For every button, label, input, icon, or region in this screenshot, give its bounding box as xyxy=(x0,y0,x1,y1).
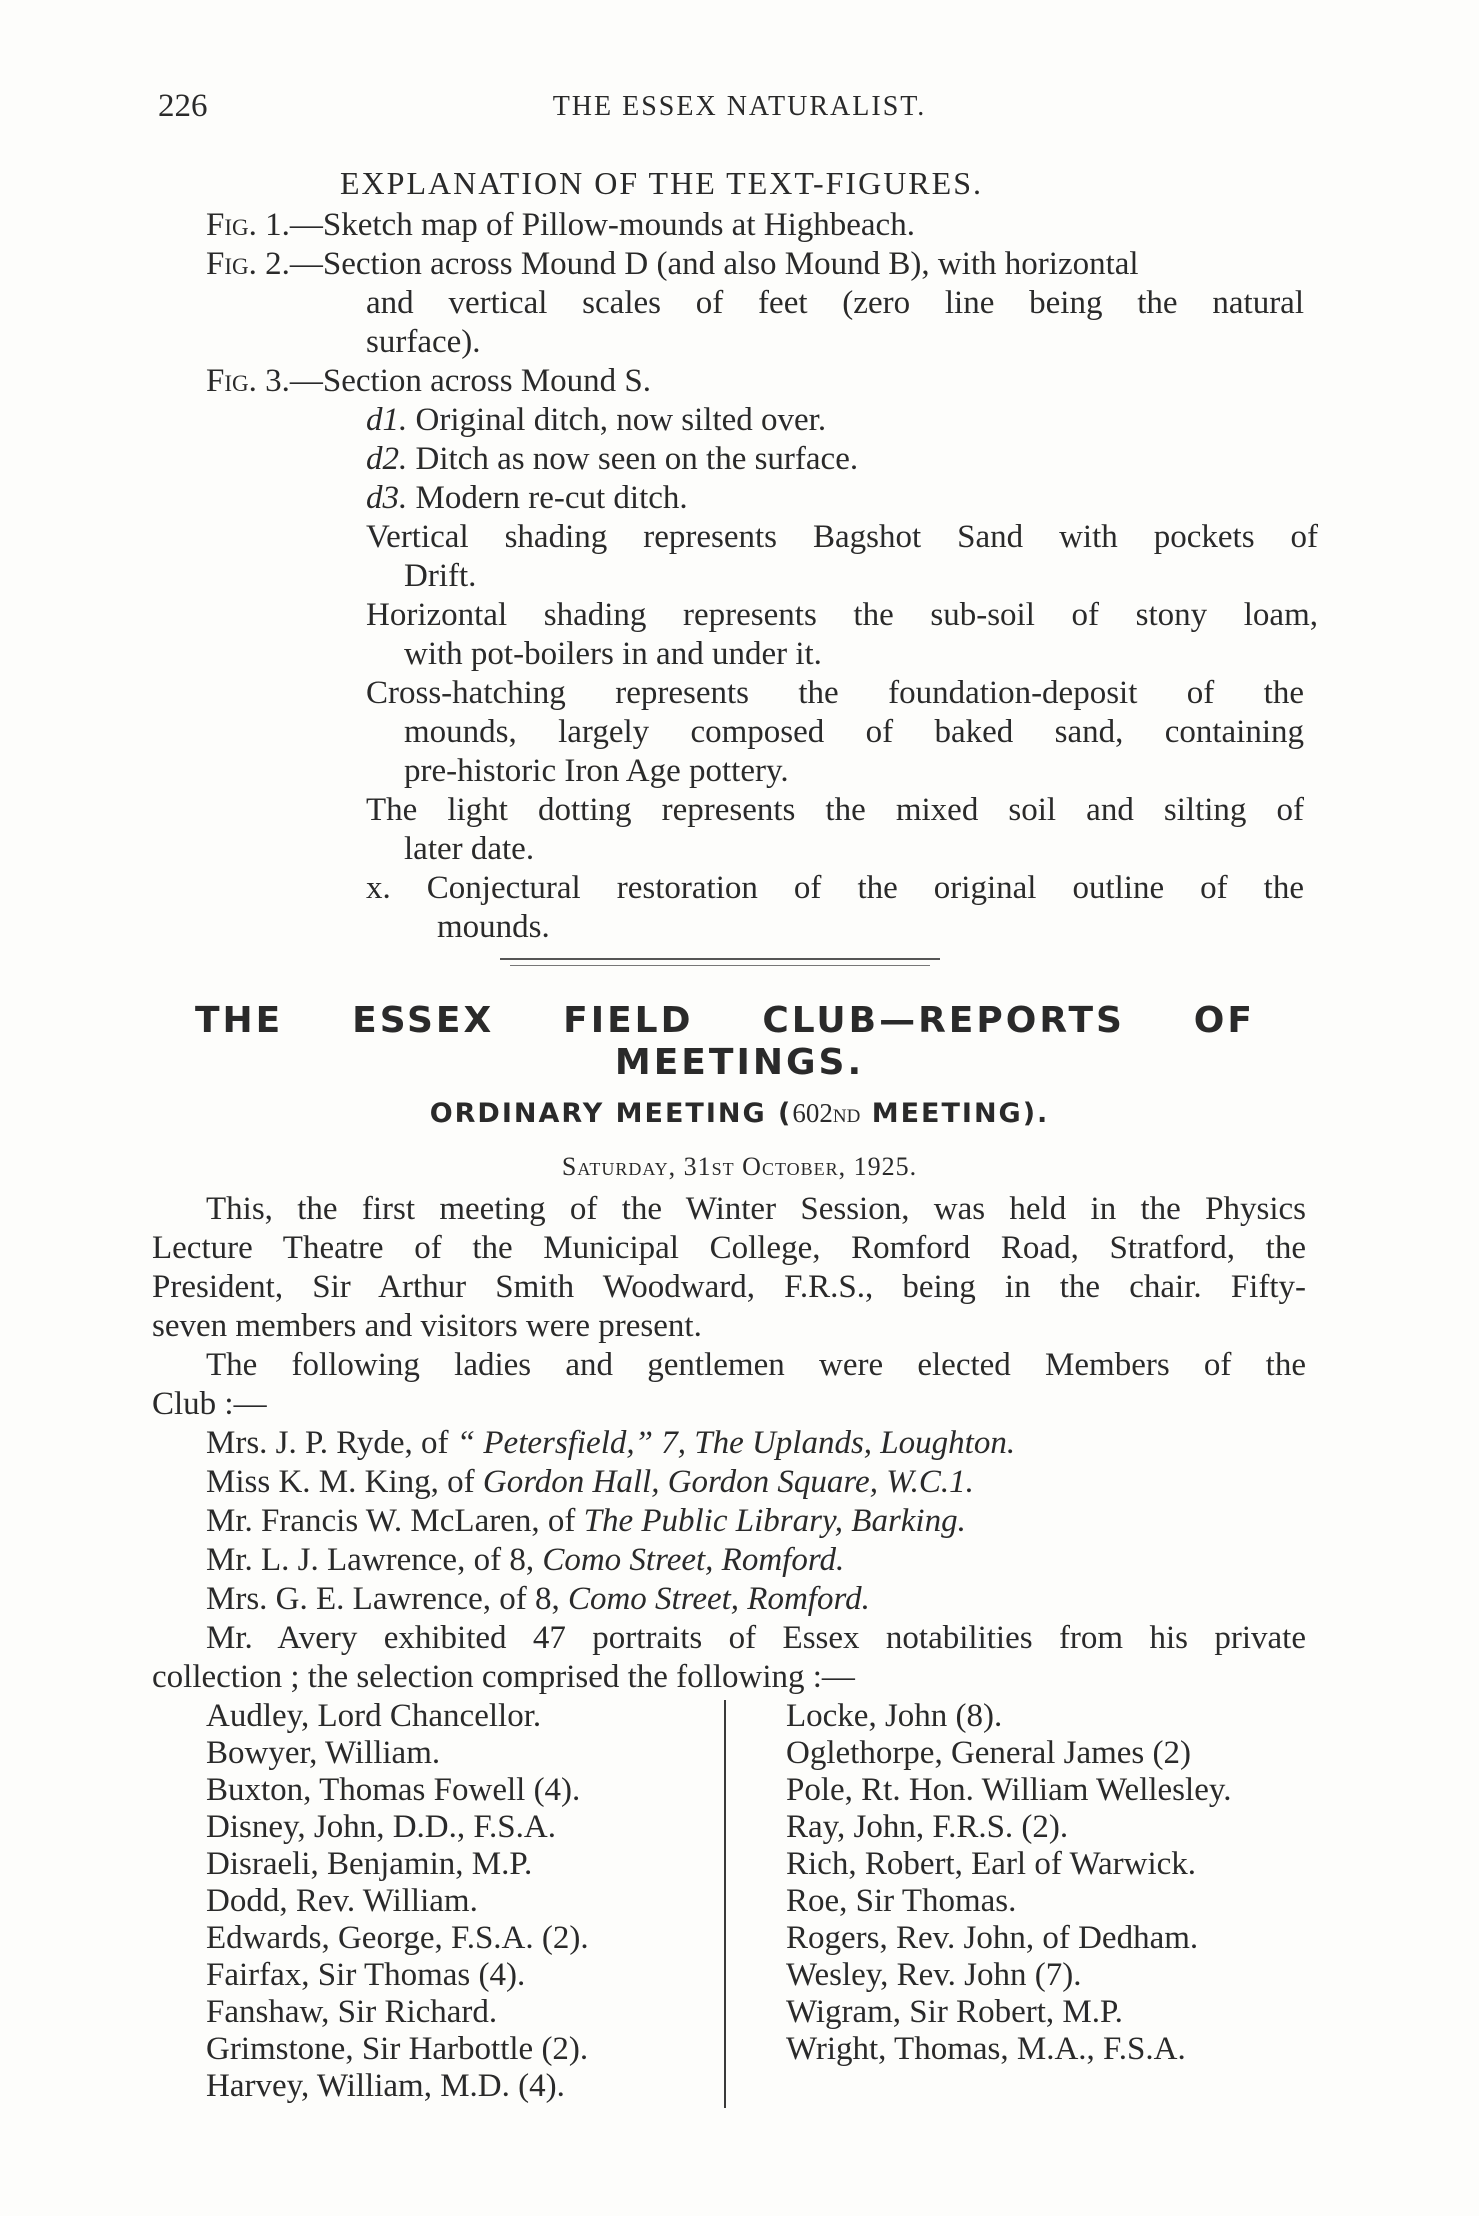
portrait-left-2: Bowyer, William. xyxy=(206,1735,441,1771)
member-2-name: Miss K. M. King, of xyxy=(206,1464,483,1500)
portrait-left-6: Dodd, Rev. William. xyxy=(206,1883,478,1919)
paragraph1-line3: President, Sir Arthur Smith Woodward, F.R.S., being in the chair. Fifty- xyxy=(152,1269,1306,1305)
fig2-entry xyxy=(206,245,1139,284)
paragraph2-line1: The following ladies and gentlemen were elected Members of the xyxy=(206,1347,1306,1383)
member-3-name: Mr. Francis W. McLaren, of xyxy=(206,1503,584,1539)
d3-label: d3. xyxy=(366,480,408,516)
portrait-right-6: Roe, Sir Thomas. xyxy=(786,1883,1017,1919)
journal-title: THE ESSEX NATURALIST. xyxy=(552,91,927,122)
d1-text: Original ditch, now silted over. xyxy=(407,402,827,438)
paragraph1-line1: This, the first meeting of the Winter Session, was held in the Physics xyxy=(206,1191,1306,1227)
column-divider xyxy=(724,1700,726,2108)
figures-heading: EXPLANATION OF THE TEXT-FIGURES. xyxy=(340,165,983,201)
horizontal-shading-line2: with pot-boilers in and under it. xyxy=(404,636,822,672)
member-4-address: Como Street, Romford. xyxy=(542,1542,845,1578)
member-3-address: The Public Library, Barking. xyxy=(583,1503,966,1539)
portrait-left-11: Harvey, William, M.D. (4). xyxy=(206,2068,565,2104)
d2-label: d2. xyxy=(366,441,408,477)
paragraph2-line2: Club :— xyxy=(152,1386,267,1422)
fig2-line3: surface). xyxy=(366,324,481,360)
section-rule-inner xyxy=(510,965,930,966)
d3-entry xyxy=(366,479,688,518)
meeting-title xyxy=(0,1098,1479,1129)
member-1-address: “ Petersfield,” 7, The Uplands, Loughton. xyxy=(456,1425,1016,1461)
portrait-right-3: Pole, Rt. Hon. William Wellesley. xyxy=(786,1772,1232,1808)
portrait-right-4: Ray, John, F.R.S. (2). xyxy=(786,1809,1069,1845)
club-title-line2: MEETINGS. xyxy=(614,1042,865,1083)
member-5-address: Como Street, Romford. xyxy=(567,1581,870,1617)
member-4-name: Mr. L. J. Lawrence, of 8, xyxy=(206,1542,543,1578)
fig2-line1: —Section across Mound D (and also Mound B), with horizontal xyxy=(289,246,1139,282)
member-1 xyxy=(206,1424,1015,1463)
portrait-left-3: Buxton, Thomas Fowell (4). xyxy=(206,1772,581,1808)
meeting-title-a: ORDINARY MEETING ( xyxy=(429,1098,793,1129)
portrait-left-5: Disraeli, Benjamin, M.P. xyxy=(206,1846,533,1882)
vertical-shading-line1: Vertical shading represents Bagshot Sand with pockets of xyxy=(366,519,1318,555)
portrait-left-4: Disney, John, D.D., F.S.A. xyxy=(206,1809,556,1845)
member-5 xyxy=(206,1580,870,1619)
restoration-line1: x. Conjectural restoration of the original outline of the xyxy=(366,870,1304,906)
running-head xyxy=(158,88,1321,132)
portrait-right-8: Wesley, Rev. John (7). xyxy=(786,1957,1082,1993)
portrait-right-9: Wigram, Sir Robert, M.P. xyxy=(786,1994,1123,2030)
horizontal-shading-line1: Horizontal shading represents the sub-soil of stony loam, xyxy=(366,597,1318,633)
fig3-text: —Section across Mound S. xyxy=(289,363,652,399)
paragraph3-line2: collection ; the selection comprised the following :— xyxy=(152,1659,855,1695)
portrait-left-10: Grimstone, Sir Harbottle (2). xyxy=(206,2031,589,2067)
page-number: 226 xyxy=(158,88,208,124)
d1-label: d1. xyxy=(366,402,408,438)
restoration-line2: mounds. xyxy=(437,909,550,945)
vertical-shading-line2: Drift. xyxy=(404,558,477,594)
cross-hatching-line2: mounds, largely composed of baked sand, containing xyxy=(404,714,1304,750)
portrait-right-5: Rich, Robert, Earl of Warwick. xyxy=(786,1846,1197,1882)
member-3 xyxy=(206,1502,966,1541)
meeting-date: Saturday, 31st October, 1925. xyxy=(561,1152,918,1181)
fig1-label: Fig. 1. xyxy=(206,207,290,243)
dotting-line2: later date. xyxy=(404,831,535,867)
paragraph1-line2: Lecture Theatre of the Municipal College, Romford Road, Stratford, the xyxy=(152,1230,1306,1266)
fig3-label: Fig. 3. xyxy=(206,363,290,399)
cross-hatching-line1: Cross-hatching represents the foundation-deposit of the xyxy=(366,675,1304,711)
portrait-right-10: Wright, Thomas, M.A., F.S.A. xyxy=(786,2031,1186,2067)
cross-hatching-line3: pre-historic Iron Age pottery. xyxy=(404,753,789,789)
portrait-right-1: Locke, John (8). xyxy=(786,1698,1003,1734)
portrait-left-9: Fanshaw, Sir Richard. xyxy=(206,1994,498,2030)
d1-entry xyxy=(366,401,826,440)
portrait-left-7: Edwards, George, F.S.A. (2). xyxy=(206,1920,589,1956)
meeting-number: 602nd xyxy=(792,1098,861,1128)
d2-text: Ditch as now seen on the surface. xyxy=(407,441,859,477)
fig2-label: Fig. 2. xyxy=(206,246,290,282)
member-1-name: Mrs. J. P. Ryde, of xyxy=(206,1425,457,1461)
section-rule xyxy=(500,958,940,960)
fig1-text: —Sketch map of Pillow-mounds at Highbeach. xyxy=(289,207,915,243)
portrait-right-7: Rogers, Rev. John, of Dedham. xyxy=(786,1920,1199,1956)
fig3-entry xyxy=(206,362,651,401)
dotting-line1: The light dotting represents the mixed soil and silting of xyxy=(366,792,1304,828)
meeting-title-b: MEETING). xyxy=(860,1098,1050,1129)
club-title-line1: THE ESSEX FIELD CLUB—REPORTS OF xyxy=(195,1000,1255,1041)
d3-text: Modern re-cut ditch. xyxy=(407,480,688,516)
fig1-entry xyxy=(206,206,915,245)
paragraph1-line4: seven members and visitors were present. xyxy=(152,1308,702,1344)
member-2 xyxy=(206,1463,974,1502)
member-5-name: Mrs. G. E. Lawrence, of 8, xyxy=(206,1581,568,1617)
member-4 xyxy=(206,1541,844,1580)
portrait-right-2: Oglethorpe, General James (2) xyxy=(786,1735,1192,1771)
portrait-left-8: Fairfax, Sir Thomas (4). xyxy=(206,1957,526,1993)
member-2-address: Gordon Hall, Gordon Square, W.C.1. xyxy=(482,1464,974,1500)
portrait-left-1: Audley, Lord Chancellor. xyxy=(206,1698,542,1734)
d2-entry xyxy=(366,440,858,479)
fig2-line2: and vertical scales of feet (zero line being the natural xyxy=(366,285,1304,321)
paragraph3-line1: Mr. Avery exhibited 47 portraits of Essex notabilities from his private xyxy=(206,1620,1306,1656)
